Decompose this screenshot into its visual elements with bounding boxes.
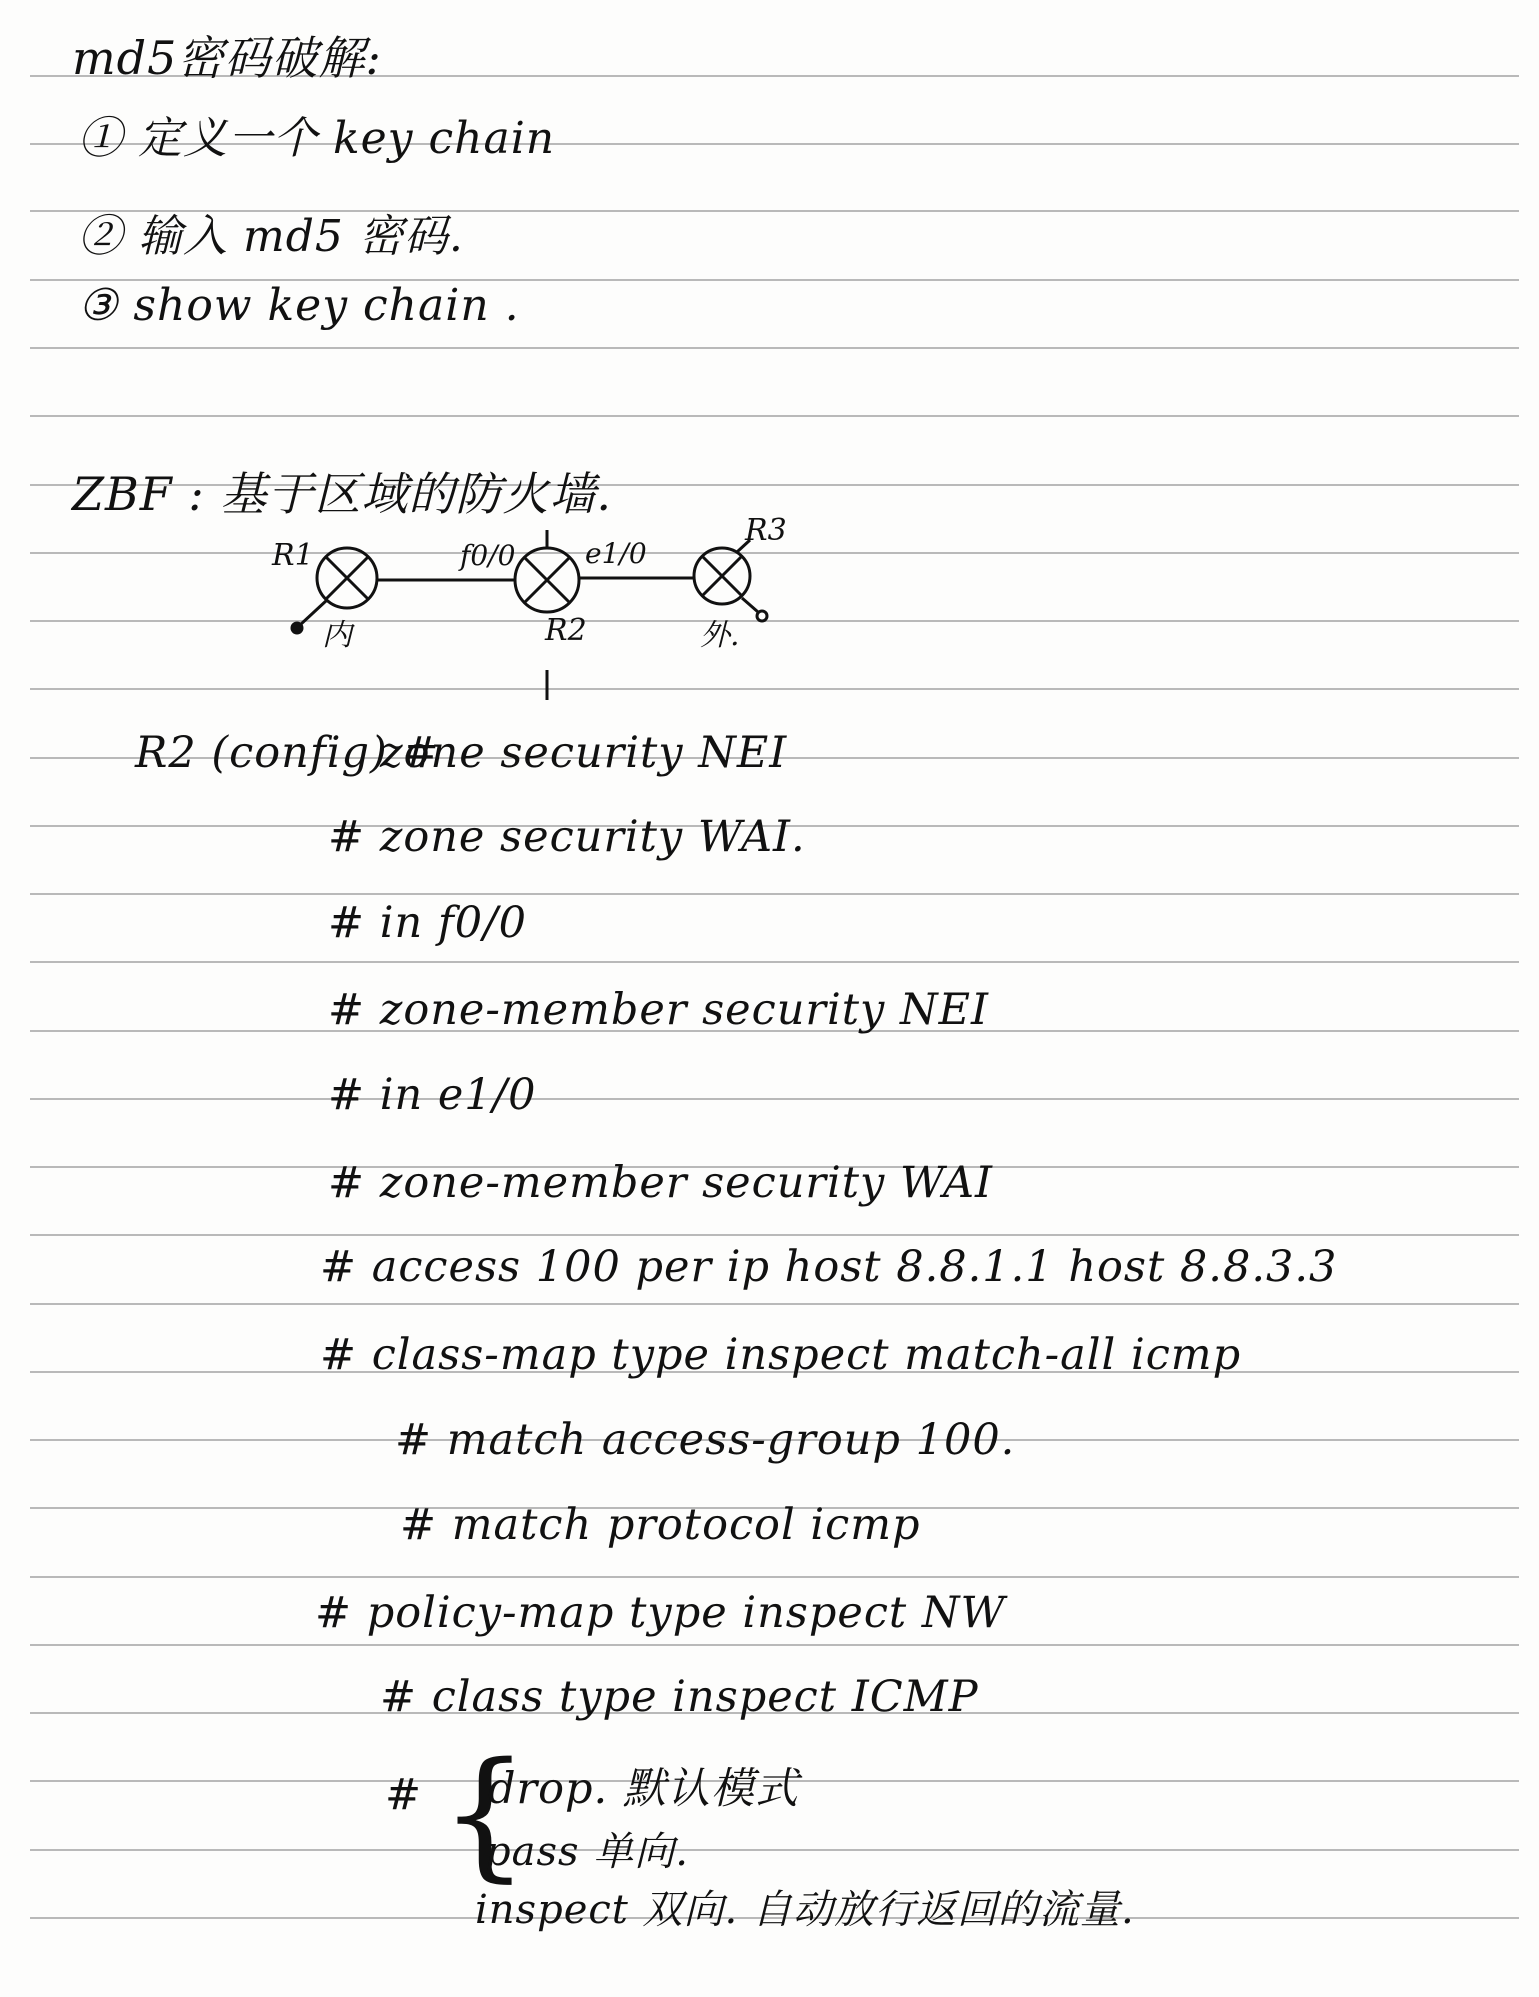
cmd-line-5: # in e1/0 [328, 1070, 537, 1120]
action-pass: pass 单向. [485, 1829, 689, 1875]
config-prompt: R2 (config) # [135, 728, 440, 778]
cmd-line-2: # zone security WAI. [328, 812, 806, 862]
f00-label: f0/0 [460, 539, 516, 572]
cmd-line-6: # zone-member security WAI [328, 1158, 994, 1208]
cmd-line-1: zone security NEI [380, 728, 788, 778]
action-hash: # [385, 1770, 423, 1820]
cmd-line-4: # zone-member security NEI [328, 985, 989, 1035]
cmd-line-12: # class type inspect ICMP [380, 1672, 979, 1722]
inside-label: 内 [322, 618, 352, 653]
action-inspect: inspect 双向. 自动放行返回的流量. [475, 1887, 1135, 1933]
md5-step-2: ② 输入 md5 密码. [78, 211, 464, 262]
brace-icon: { [440, 1733, 530, 1896]
md5-step-3: ③ show key chain . [78, 280, 520, 331]
md5-step-1: ① 定义一个 key chain [78, 113, 556, 164]
r2-label: R2 [545, 613, 587, 648]
e10-label: e1/0 [585, 537, 647, 570]
cmd-line-3: # in f0/0 [328, 898, 527, 948]
cmd-line-8: # class-map type inspect match-all icmp [320, 1330, 1242, 1380]
md5-heading: md5密码破解: [72, 31, 382, 85]
r3-label: R3 [745, 513, 787, 548]
r1-label: R1 [272, 538, 314, 573]
outside-label: 外. [700, 618, 740, 653]
cmd-line-9: # match access-group 100. [395, 1415, 1016, 1465]
cmd-line-7: # access 100 per ip host 8.8.1.1 host 8.8.3.3 [320, 1242, 1338, 1292]
cmd-line-11: # policy-map type inspect NW [315, 1588, 1006, 1638]
cmd-line-10: # match protocol icmp [400, 1500, 921, 1550]
zbf-heading: ZBF : 基于区域的防火墙. [72, 467, 613, 521]
action-drop: drop. 默认模式 [488, 1764, 799, 1814]
